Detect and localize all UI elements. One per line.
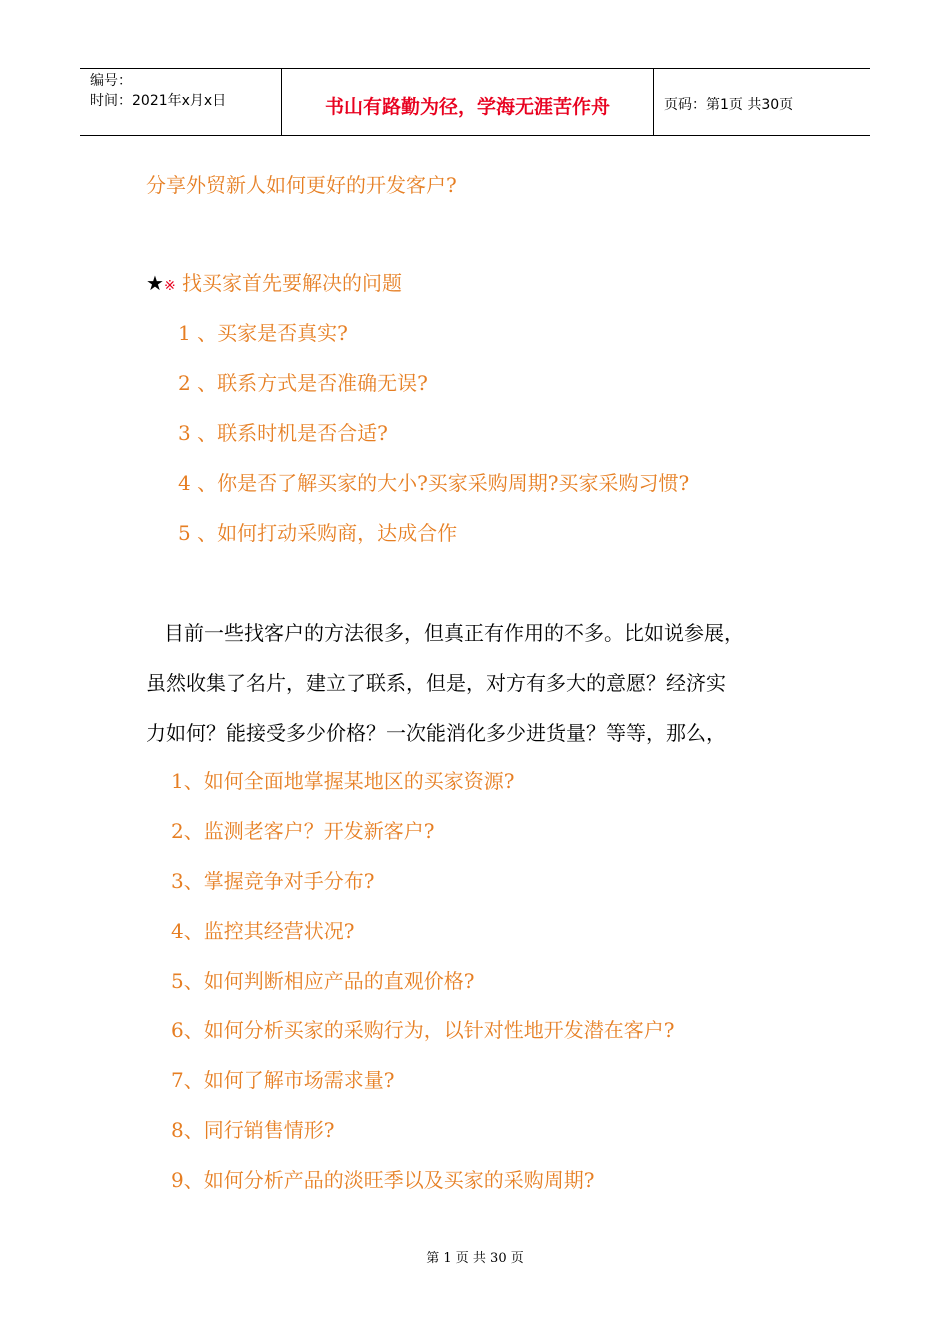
list-item: 2 、联系方式是否准确无误? xyxy=(178,371,428,395)
list-item: 8、同行销售情形? xyxy=(171,1118,335,1142)
paragraph-line: 虽然收集了名片，建立了联系，但是，对方有多大的意愿？经济实 xyxy=(146,671,726,695)
paragraph-line: 目前一些找客户的方法很多，但真正有作用的不多。比如说参展， xyxy=(164,621,744,645)
star-icon: ★ xyxy=(146,271,164,295)
list-item: 9、如何分析产品的淡旺季以及买家的采购周期? xyxy=(171,1168,595,1192)
list-item: 4、监控其经营状况? xyxy=(171,919,355,943)
section-heading-text: 找买家首先要解决的问题 xyxy=(175,271,403,295)
list-item: 2、监测老客户？开发新客户? xyxy=(171,819,435,843)
list-item: 1 、买家是否真实? xyxy=(178,321,348,345)
reference-mark-icon: ※ xyxy=(163,278,176,294)
page-header xyxy=(80,68,870,136)
list-item: 5 、如何打动采购商，达成合作 xyxy=(178,521,458,545)
list-item: 5、如何判断相应产品的直观价格? xyxy=(171,969,475,993)
list-item: 4 、你是否了解买家的大小?买家采购周期?买家采购习惯? xyxy=(178,471,690,495)
list-item: 6、如何分析买家的采购行为，以针对性地开发潜在客户? xyxy=(171,1018,675,1042)
date-label: 时间：2021年x月x日 xyxy=(90,93,227,109)
number-label: 编号： xyxy=(90,73,132,89)
list-item: 7、如何了解市场需求量? xyxy=(171,1068,395,1092)
header-motto: 书山有路勤为径，学海无涯苦作舟 xyxy=(281,69,654,135)
list-item: 3、掌握竞争对手分布? xyxy=(171,869,375,893)
header-meta xyxy=(80,69,281,135)
page-footer: 第 1 页 共 30 页 xyxy=(426,1251,524,1266)
section-heading xyxy=(146,270,402,299)
paragraph-line: 力如何？能接受多少价格？一次能消化多少进货量？等等，那么， xyxy=(146,721,726,745)
list-item: 3 、联系时机是否合适? xyxy=(178,421,388,445)
document-title: 分享外贸新人如何更好的开发客户? xyxy=(146,173,457,197)
list-item: 1、如何全面地掌握某地区的买家资源? xyxy=(171,769,515,793)
header-page-label: 页码：第1页 共30页 xyxy=(664,97,794,113)
